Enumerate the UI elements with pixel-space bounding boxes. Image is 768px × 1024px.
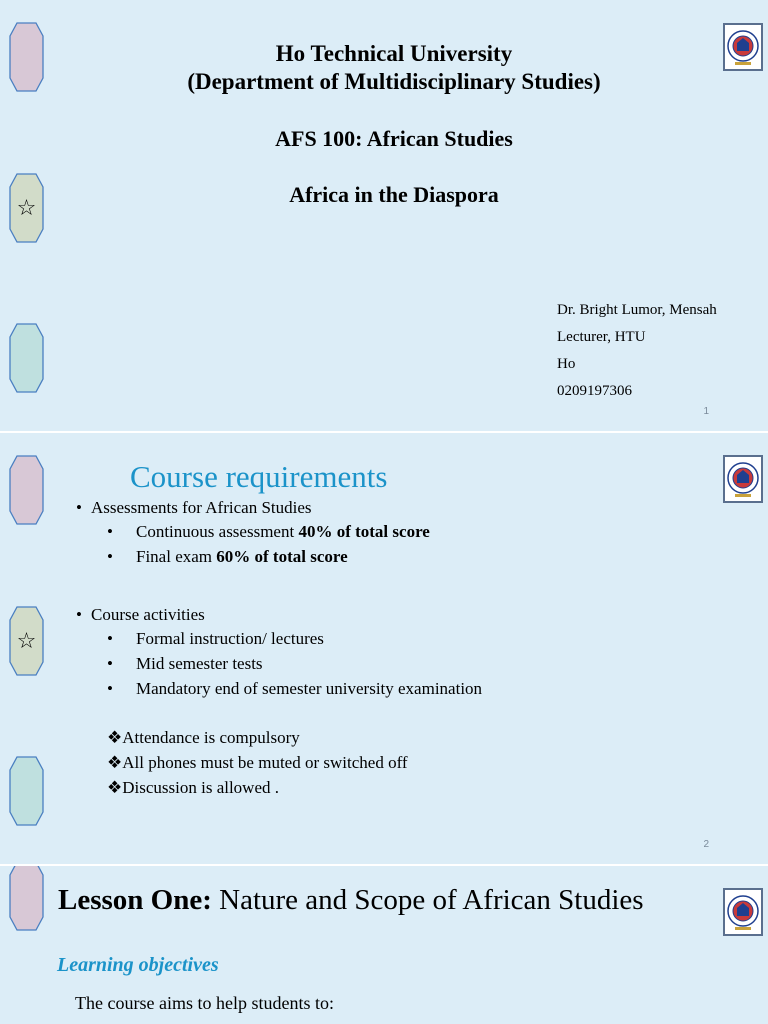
bullet-continuous-assessment: • Continuous assessment 40% of total score: [107, 522, 430, 541]
teal-hexagon-decoration: [9, 323, 44, 393]
star-icon: ☆: [16, 628, 37, 654]
course-code: AFS 100: African Studies: [275, 126, 513, 151]
pink-hexagon-decoration: [9, 22, 44, 92]
page-number: 2: [703, 839, 709, 850]
bullet-activity-tests: • Mid semester tests: [107, 654, 263, 673]
rule-discussion: ❖Discussion is allowed .: [107, 778, 280, 797]
lesson-title: [58, 884, 644, 917]
rule-attendance: ❖Attendance is compulsory: [107, 728, 300, 747]
lecture-title: Africa in the Diaspora: [289, 182, 499, 207]
author-name: Dr. Bright Lumor, Mensah: [557, 302, 717, 318]
bullet-course-activities: • Course activities: [76, 605, 205, 624]
university-seal-logo: [723, 23, 763, 71]
green-hexagon-star-decoration: [9, 606, 44, 676]
slide-2: [0, 433, 768, 864]
page-number: 1: [703, 406, 709, 417]
university-seal-logo: [723, 455, 763, 503]
learning-objectives-heading: Learning objectives: [57, 954, 219, 976]
author-city: Ho: [557, 356, 576, 372]
bullet-activity-lectures: • Formal instruction/ lectures: [107, 629, 324, 648]
university-seal-logo: [723, 888, 763, 936]
green-hexagon-star-decoration: [9, 173, 44, 243]
course-aims-text: The course aims to help students to:: [75, 993, 334, 1013]
author-phone: 0209197306: [557, 383, 632, 399]
star-icon: ☆: [16, 195, 37, 221]
bullet-activity-exam: • Mandatory end of semester university examination: [107, 679, 483, 698]
pink-hexagon-decoration: [9, 455, 44, 525]
teal-hexagon-decoration: [9, 756, 44, 826]
lesson-label: Lesson One:: [58, 884, 212, 916]
rule-phones: ❖All phones must be muted or switched off: [107, 753, 408, 772]
bullet-assessments: • Assessments for African Studies: [76, 498, 312, 517]
pink-hexagon-decoration: [9, 866, 44, 931]
slide-1: [0, 0, 768, 431]
lesson-name: Nature and Scope of African Studies: [211, 884, 644, 916]
department-name: (Department of Multidisciplinary Studies): [187, 69, 601, 94]
author-info: [557, 297, 717, 405]
university-title: [60, 40, 728, 96]
slide-3: [0, 866, 768, 1024]
slide-title: Course requirements: [130, 459, 388, 494]
university-name: Ho Technical University: [275, 41, 513, 66]
author-role: Lecturer, HTU: [557, 329, 646, 345]
bullet-final-exam: • Final exam 60% of total score: [107, 547, 348, 566]
